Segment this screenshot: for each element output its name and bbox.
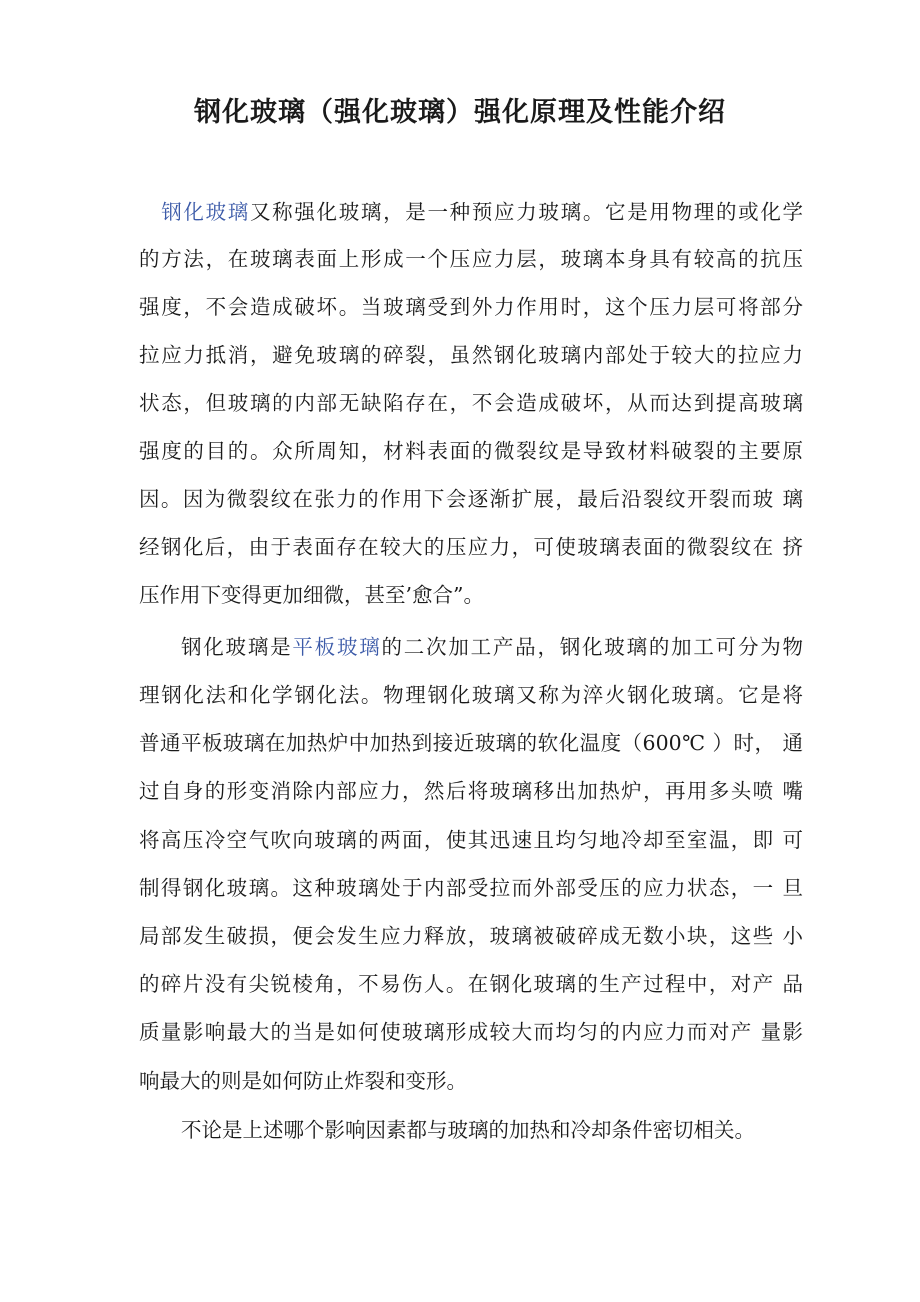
paragraph-2-line-9: 质量影响最大的当是如何使玻璃形成较大而均匀的内应力而对产 量影 [139, 1020, 803, 1044]
paragraph-text: 又称强化玻璃，是一种预应力玻璃。它是用物理的或化学 [249, 200, 803, 224]
paragraph-3-line-1: 不论是上述哪个影响因素都与玻璃的加热和冷却条件密切相关。 [181, 1118, 755, 1142]
paragraph-2-line-8: 的碎片没有尖锐棱角，不易伤人。在钢化玻璃的生产过程中，对产 品 [139, 972, 803, 996]
paragraph-2-line-3: 普通平板玻璃在加热炉中加热到接近玻璃的软化温度（600℃ ）时， 通 [139, 731, 803, 755]
paragraph-2-line-2: 理钢化法和化学钢化法。物理钢化玻璃又称为淬火钢化玻璃。它是将 [139, 683, 803, 707]
paragraph-1-line-5: 状态，但玻璃的内部无缺陷存在，不会造成破坏，从而达到提高玻璃 [139, 391, 803, 415]
paragraph-text: 钢化玻璃是 [181, 635, 293, 659]
link-flat-glass[interactable]: 平板玻璃 [292, 635, 382, 659]
paragraph-1-line-1 [139, 197, 803, 227]
paragraph-1-line-3: 强度，不会造成破坏。当玻璃受到外力作用时，这个压力层可将部分 [139, 295, 803, 319]
paragraph-1-line-7: 因。因为微裂纹在张力的作用下会逐渐扩展，最后沿裂纹开裂而玻 璃 [139, 487, 803, 511]
paragraph-1-line-8: 经钢化后，由于表面存在较大的压应力，可使玻璃表面的微裂纹在 挤 [139, 535, 803, 559]
paragraph-2-line-4: 过自身的形变消除内部应力，然后将玻璃移出加热炉，再用多头喷 嘴 [139, 779, 803, 803]
paragraph-2-line-6: 制得钢化玻璃。这种玻璃处于内部受拉而外部受压的应力状态，一 旦 [139, 876, 803, 900]
paragraph-2-line-7: 局部发生破损，便会发生应力释放，玻璃被破碎成无数小块，这些 小 [139, 924, 803, 948]
paragraph-2-line-5: 将高压冷空气吹向玻璃的两面，使其迅速且均匀地冷却至室温，即 可 [139, 828, 803, 852]
paragraph-1-line-6: 强度的目的。众所周知，材料表面的微裂纹是导致材料破裂的主要原 [139, 439, 803, 463]
paragraph-1-line-4: 拉应力抵消，避免玻璃的碎裂，虽然钢化玻璃内部处于较大的拉应力 [139, 343, 803, 367]
paragraph-1-line-2: 的方法，在玻璃表面上形成一个压应力层，玻璃本身具有较高的抗压 [139, 247, 803, 271]
paragraph-1-line-9: 压作用下变得更加细微，甚至’愈合”。 [139, 583, 484, 607]
link-tempered-glass[interactable]: 钢化玻璃 [161, 200, 250, 224]
paragraph-2-line-1 [181, 632, 803, 662]
page-title: 钢化玻璃（强化玻璃）强化原理及性能介绍 [194, 97, 726, 128]
paragraph-text: 的二次加工产品，钢化玻璃的加工可分为物 [381, 635, 803, 659]
paragraph-2-line-10: 响最大的则是如何防止炸裂和变形。 [139, 1069, 467, 1093]
